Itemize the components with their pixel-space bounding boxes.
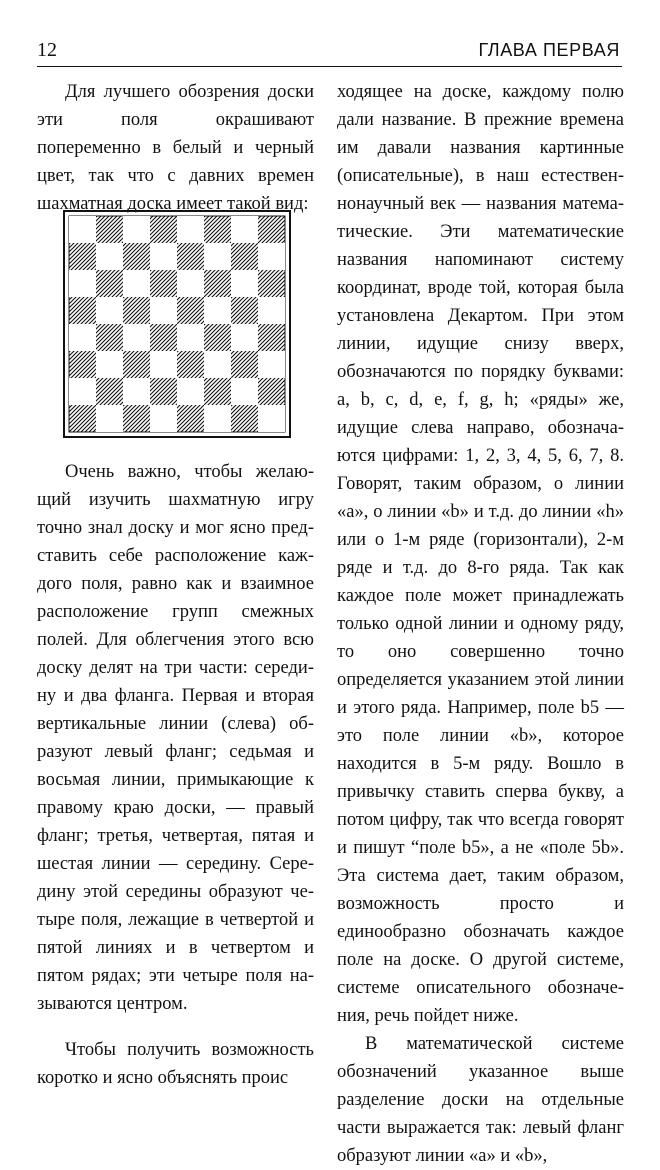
dark-square xyxy=(123,405,150,432)
light-square xyxy=(204,351,231,378)
dark-square xyxy=(258,216,285,243)
dark-square xyxy=(204,270,231,297)
light-square xyxy=(69,216,96,243)
dark-square xyxy=(69,351,96,378)
light-square xyxy=(177,216,204,243)
dark-square xyxy=(258,378,285,405)
light-square xyxy=(177,324,204,351)
dark-square xyxy=(150,378,177,405)
dark-square xyxy=(177,297,204,324)
light-square xyxy=(177,270,204,297)
light-square xyxy=(96,405,123,432)
header-rule xyxy=(37,66,622,67)
light-square xyxy=(96,297,123,324)
light-square xyxy=(69,324,96,351)
light-square xyxy=(231,270,258,297)
dark-square xyxy=(204,324,231,351)
light-square xyxy=(231,216,258,243)
dark-square xyxy=(96,270,123,297)
light-square xyxy=(258,351,285,378)
light-square xyxy=(123,378,150,405)
dark-square xyxy=(258,270,285,297)
dark-square xyxy=(96,378,123,405)
light-square xyxy=(150,243,177,270)
left-column-top xyxy=(37,78,314,218)
dark-square xyxy=(123,297,150,324)
light-square xyxy=(150,351,177,378)
light-square xyxy=(123,270,150,297)
chapter-title: ГЛАВА ПЕРВАЯ xyxy=(478,40,620,60)
dark-square xyxy=(258,324,285,351)
paragraph-notation-continued: ходящее на доске, каждому полю дали название. В прежние времена им давали названия картинные (описательные), в наш естественнонаучный век — названия математические. Эти математические названия напоминают систему координат, вроде той, которая была установлена Декартом. При этом линии, идущие снизу вверх, обозначаются по порядку буквами: a, b, c, d, e, f, g, h; «ряды» же, идущие слева направо, обозначаются цифрами: 1, 2, 3, 4, 5, 6, 7, 8. Говорят, таким образом, о линии «a», о линии «b» и т.д. до линии «h» или о 1-м ряде (горизонтали), 2-м ряде и т.д. до 8-го ряда. Так как каждое поле может принадлежать только одной линии и одному ряду, то оно совершенно точно определяется указанием этой линии и этого ряда. Например, поле b5 — это поле линии «b», которое находится в 5-м ряду. Вошло в привычку ставить сперва букву, а потом цифру, так что всегда говорят и пишут “поле b5», а не «поле 5b». Эта система дает, таким образом, возможность просто и единообразно обозначать каждое поле на доске. О другой системе, системе описательного обозначения, речь пойдет ниже. xyxy=(337,82,624,1026)
light-square xyxy=(96,351,123,378)
dark-square xyxy=(96,216,123,243)
dark-square xyxy=(204,216,231,243)
paragraph-notation-start: Чтобы получить возможность коротко и ясно объяснять проис xyxy=(37,1040,314,1088)
light-square xyxy=(231,378,258,405)
light-square xyxy=(96,243,123,270)
dark-square xyxy=(150,270,177,297)
dark-square xyxy=(204,378,231,405)
dark-square xyxy=(123,351,150,378)
light-square xyxy=(150,297,177,324)
chessboard-svg xyxy=(63,210,291,438)
dark-square xyxy=(231,297,258,324)
light-square xyxy=(204,297,231,324)
light-square xyxy=(258,297,285,324)
paragraph-flank-notation: В математической системе обозначений указанное выше разделение доски на отдельные части выражается так: левый фланг образуют линии «a» и «b», xyxy=(337,1034,624,1166)
light-square xyxy=(204,243,231,270)
light-square xyxy=(69,378,96,405)
intro-paragraph: Для лучшего обозрения доски эти поля окрашивают попеременно в белый и черный цвет, так что с давних времен шахматная доска имеет такой вид: xyxy=(37,82,314,214)
dark-square xyxy=(231,243,258,270)
dark-square xyxy=(177,243,204,270)
dark-square xyxy=(177,351,204,378)
chessboard-diagram xyxy=(63,210,291,438)
paragraph-board-knowledge: Очень важно, чтобы желающий изучить шахматную игру точно знал доску и мог ясно представить себе расположение каждого поля, равно как и взаимное расположение групп смежных полей. Для облегчения этого всю доску делят на три части: середину и два фланга. Первая и вторая вертикальные линии (слева) образуют левый фланг; седьмая и восьмая линии, примыкающие к правому краю доски, — правый фланг; третья, четвертая, пятая и шестая линии — середину. Середину этой середины образуют четыре поля, лежащие в четвертой и пятой линиях и в четвертом и пятом рядах; эти четыре поля называются центром. xyxy=(37,462,314,1014)
light-square xyxy=(177,378,204,405)
dark-square xyxy=(69,297,96,324)
dark-square xyxy=(96,324,123,351)
dark-square xyxy=(231,351,258,378)
dark-square xyxy=(177,405,204,432)
dark-square xyxy=(231,405,258,432)
light-square xyxy=(258,243,285,270)
light-square xyxy=(150,405,177,432)
light-square xyxy=(123,216,150,243)
dark-square xyxy=(150,324,177,351)
left-column-bottom xyxy=(37,458,314,1092)
right-column xyxy=(337,78,624,1170)
dark-square xyxy=(69,243,96,270)
page-number: 12 xyxy=(37,39,57,61)
light-square xyxy=(231,324,258,351)
light-square xyxy=(123,324,150,351)
light-square xyxy=(204,405,231,432)
dark-square xyxy=(123,243,150,270)
dark-square xyxy=(150,216,177,243)
light-square xyxy=(69,270,96,297)
dark-square xyxy=(69,405,96,432)
light-square xyxy=(258,405,285,432)
